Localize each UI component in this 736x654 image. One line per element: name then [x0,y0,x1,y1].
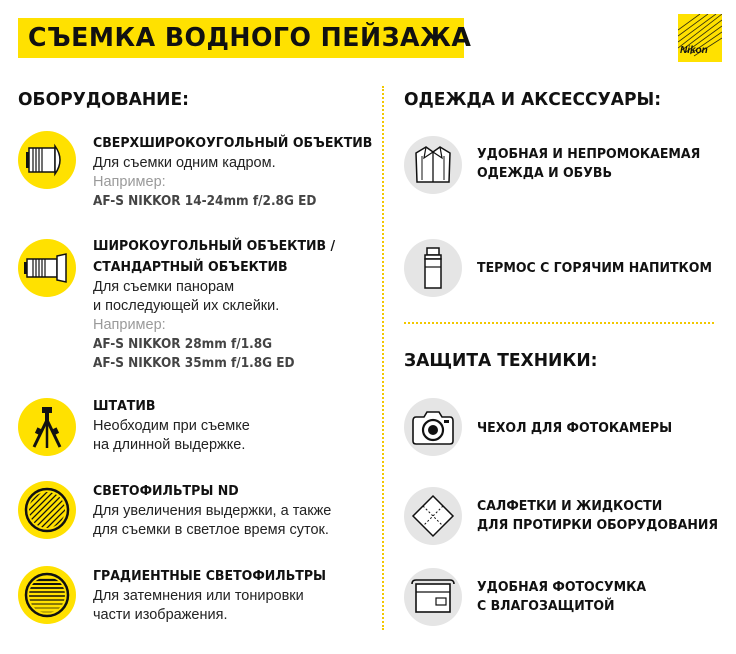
item-title: УДОБНАЯ ФОТОСУМКА [477,579,647,595]
model-name: AF-S NIKKOR 28mm f/1.8G [93,337,273,352]
camera-case-icon [404,398,462,456]
item-title: ГРАДИЕНТНЫЕ СВЕТОФИЛЬТРЫ [93,568,327,584]
item-title: УДОБНАЯ И НЕПРОМОКАЕМАЯ [477,146,701,162]
item-title: С ВЛАГОЗАЩИТОЙ [477,598,615,614]
item-title: ДЛЯ ПРОТИРКИ ОБОРУДОВАНИЯ [477,517,719,533]
model-name: AF-S NIKKOR 35mm f/1.8G ED [93,356,295,371]
logo-text: Nikon [680,45,708,56]
item-text [93,236,353,373]
item-text [93,481,331,540]
item-desc: на длинной выдержке. [93,437,246,453]
section-divider [404,322,714,324]
item-desc: Необходим при съемке [93,418,250,434]
item-text [93,396,250,455]
nikon-logo [678,14,722,62]
wide-lens-icon [18,239,76,297]
title-bar [18,18,472,58]
thermos-icon [404,239,462,297]
item-text [477,497,736,535]
item-text [477,259,730,278]
item-title: ШТАТИВ [93,398,156,414]
page-title: СЪЕМКА ВОДНОГО ПЕЙЗАЖА [28,23,472,53]
item-title: ЧЕХОЛ ДЛЯ ФОТОКАМЕРЫ [477,420,673,436]
cleaning-cloth-icon [404,487,462,545]
protection-heading: ЗАЩИТА ТЕХНИКИ: [404,350,598,371]
item-text [93,566,344,625]
item-title: СВЕРХШИРОКОУГОЛЬНЫЙ ОБЪЕКТИВ [93,135,373,151]
gradient-filter-icon [18,566,76,624]
camera-bag-icon [404,568,462,626]
clothing-heading: ОДЕЖДА И АКСЕССУАРЫ: [404,89,662,110]
item-title: ОДЕЖДА И ОБУВЬ [477,165,613,181]
item-text [477,419,687,438]
item-text [477,578,659,616]
item-title: СВЕТОФИЛЬТРЫ ND [93,483,239,499]
item-desc: Для увеличения выдержки, а также [93,503,332,519]
example-label: Например: [93,317,166,333]
nd-filter-icon [18,481,76,539]
model-name: AF-S NIKKOR 14-24mm f/2.8G ED [93,194,317,209]
item-desc: для съемки в светлое время суток. [93,522,329,538]
item-desc: Для затемнения или тонировки [93,588,304,604]
item-title: ШИРОКОУГОЛЬНЫЙ ОБЪЕКТИВ / [93,238,336,254]
item-desc: Для съемки одним кадром. [93,155,276,171]
item-title: САЛФЕТКИ И ЖИДКОСТИ [477,498,663,514]
jacket-icon [404,136,462,194]
item-desc: части изображения. [93,607,228,623]
example-label: Например: [93,174,166,190]
item-title: ТЕРМОС С ГОРЯЧИМ НАПИТКОМ [477,260,712,276]
item-title: СТАНДАРТНЫЙ ОБЪЕКТИВ [93,259,288,275]
tripod-icon [18,398,76,456]
equipment-heading: ОБОРУДОВАНИЕ: [18,89,189,110]
item-desc: и последующей их склейки. [93,298,280,314]
item-text [477,145,717,183]
ultra-wide-lens-icon [18,131,76,189]
item-desc: Для съемки панорам [93,279,235,295]
item-text [93,133,393,211]
